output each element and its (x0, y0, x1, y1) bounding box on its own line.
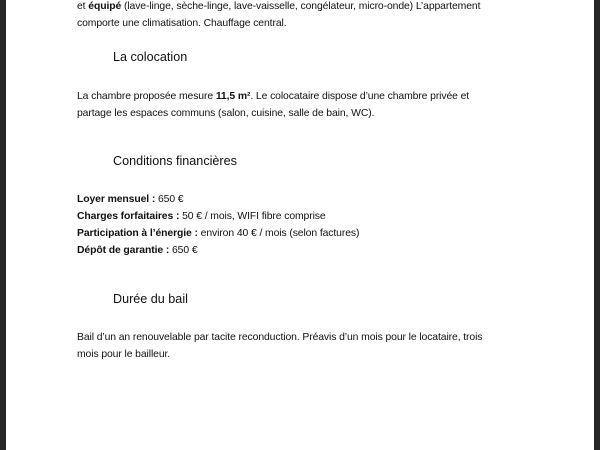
bail-line-2: mois pour le bailleur. (77, 349, 171, 360)
item-value: 650 € (169, 245, 198, 256)
text: et (77, 1, 89, 12)
heading-duree-du-bail: Durée du bail (113, 292, 188, 306)
item-label: Charges forfaitaires : (77, 211, 180, 222)
item-label: Loyer mensuel : (77, 194, 156, 205)
financial-item (77, 225, 359, 242)
intro-line-1 (77, 0, 480, 15)
financial-item (77, 208, 326, 225)
item-label: Participation à l’énergie : (77, 228, 198, 239)
text: La chambre proposée mesure (77, 91, 216, 102)
item-value: 650 € (155, 194, 184, 205)
item-label: Dépôt de garantie : (77, 245, 170, 256)
text: (lave-linge, sèche-linge, lave-vaisselle, congélateur, micro-onde) L’appartement (121, 1, 481, 12)
heading-la-colocation: La colocation (113, 50, 188, 64)
heading-conditions-financieres: Conditions financières (113, 154, 237, 168)
item-value: environ 40 € / mois (selon factures) (197, 228, 360, 239)
bail-line-1: Bail d’un an renouvelable par tacite reconduction. Préavis d’un mois pour le locataire, trois (77, 332, 483, 343)
financial-item (77, 242, 198, 259)
financial-item (77, 191, 183, 208)
bold-text: équipé (88, 1, 122, 12)
intro-line-2: comporte une climatisation. Chauffage central. (77, 18, 287, 29)
item-value: 50 € / mois, WIFI fibre comprise (179, 211, 326, 222)
bold-text: 11,5 m² (215, 91, 251, 102)
text: . Le colocataire dispose d’une chambre privée et (250, 91, 470, 102)
document-page[interactable] (6, 0, 594, 450)
colocation-line-2: partage les espaces communs (salon, cuisine, salle de bain, WC). (77, 108, 375, 119)
colocation-line-1 (77, 88, 469, 105)
